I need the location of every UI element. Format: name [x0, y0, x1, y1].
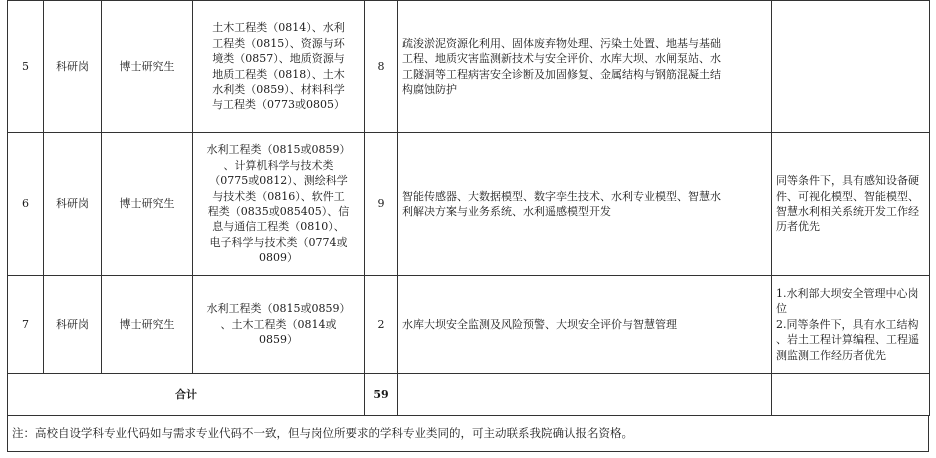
major-line: 土木工程类（0814）、水利 [212, 21, 345, 35]
direction-line: 疏浚淤泥资源化利用、固体废弃物处理、污染土处置、地基与基础 [402, 36, 721, 50]
remark-cell [772, 133, 930, 276]
remark-line: 同等条件下，具有感知设备硬 [776, 174, 919, 188]
major-line: 与技术类（0816）、软件工 [212, 189, 345, 203]
direction-cell [398, 276, 772, 374]
remark-line: 2.同等条件下，具有水工结构 [776, 317, 919, 331]
direction-cell [398, 133, 772, 276]
major-line: 地质工程类（0818）、土木 [212, 67, 345, 81]
major-line: （0775或0812）、测绘科学 [209, 174, 348, 188]
empty-cell [398, 374, 772, 416]
direction-line: 利解决方案与业务系统、水利遥感模型开发 [402, 205, 611, 218]
post-cell: 科研岗 [44, 276, 102, 374]
degree-cell: 博士研究生 [102, 1, 193, 133]
major-line: 、计算机科学与技术类 [223, 158, 334, 172]
table-row [8, 133, 930, 276]
major-line: 水利类（0859）、材料科学 [212, 82, 345, 96]
remark-line: 位 [776, 302, 787, 316]
row-index: 5 [8, 1, 44, 133]
remark-line: 件、可视化模型、智能模型、 [776, 189, 919, 203]
table-row [8, 276, 930, 374]
direction-line: 工隧洞等工程病害安全诊断及加固修复、金属结构与钢筋混凝土结 [402, 67, 721, 81]
recruitment-table [7, 0, 930, 416]
major-line: 与工程类（0773或0805） [212, 98, 345, 112]
count-cell: 8 [365, 1, 398, 133]
remark-cell [772, 276, 930, 374]
degree-cell: 博士研究生 [102, 133, 193, 276]
major-line: 水利工程类（0815或0859） [206, 302, 351, 316]
count-cell: 2 [365, 276, 398, 374]
direction-line: 智能传感器、大数据模型、数字孪生技术、水利专业模型、智慧水 [402, 189, 721, 203]
remark-line: 智慧水利相关系统开发工作经 [776, 205, 919, 218]
remark-line: 、岩土工程计算编程、工程遥 [776, 333, 919, 347]
remark-line: 1.水利部大坝安全管理中心岗 [776, 286, 919, 300]
major-line: 0859） [259, 333, 298, 347]
remark-cell [772, 1, 930, 133]
major-cell [193, 276, 365, 374]
major-line: 、土木工程类（0814或 [220, 317, 337, 331]
major-line: 0809） [259, 251, 298, 265]
total-row [8, 374, 930, 416]
major-cell [193, 133, 365, 276]
direction-line: 工程、地质灾害监测新技术与安全评价、水库大坝、水闸泵站、水 [402, 52, 721, 66]
remark-line: 测监测工作经历者优先 [776, 348, 886, 362]
degree-cell: 博士研究生 [102, 276, 193, 374]
major-line: 水利工程类（0815或0859） [206, 143, 351, 157]
row-index: 7 [8, 276, 44, 374]
post-cell: 科研岗 [44, 133, 102, 276]
major-line: 息与通信工程类（0810）、 [212, 220, 345, 234]
remark-line: 历者优先 [776, 220, 820, 234]
major-line: 程类（0835或085405）、信 [207, 205, 350, 218]
count-cell: 9 [365, 133, 398, 276]
direction-cell [398, 1, 772, 133]
major-line: 境类（0857）、地质资源与 [212, 52, 345, 66]
direction-line: 构腐蚀防护 [402, 82, 457, 96]
row-index: 6 [8, 133, 44, 276]
empty-cell [772, 374, 930, 416]
post-cell: 科研岗 [44, 1, 102, 133]
major-cell [193, 1, 365, 133]
table-row [8, 1, 930, 133]
total-value: 59 [365, 374, 398, 416]
footnote: 注：高校自设学科专业代码如与需求专业代码不一致，但与岗位所要求的学科专业类同的，可主动联系我院确认报名资格。 [7, 415, 929, 452]
direction-line: 水库大坝安全监测及风险预警、大坝安全评价与智慧管理 [402, 317, 677, 331]
total-label: 合计 [8, 374, 365, 416]
major-line: 电子科学与技术类（0774或 [209, 235, 348, 249]
major-line: 工程类（0815）、资源与环 [212, 36, 345, 50]
